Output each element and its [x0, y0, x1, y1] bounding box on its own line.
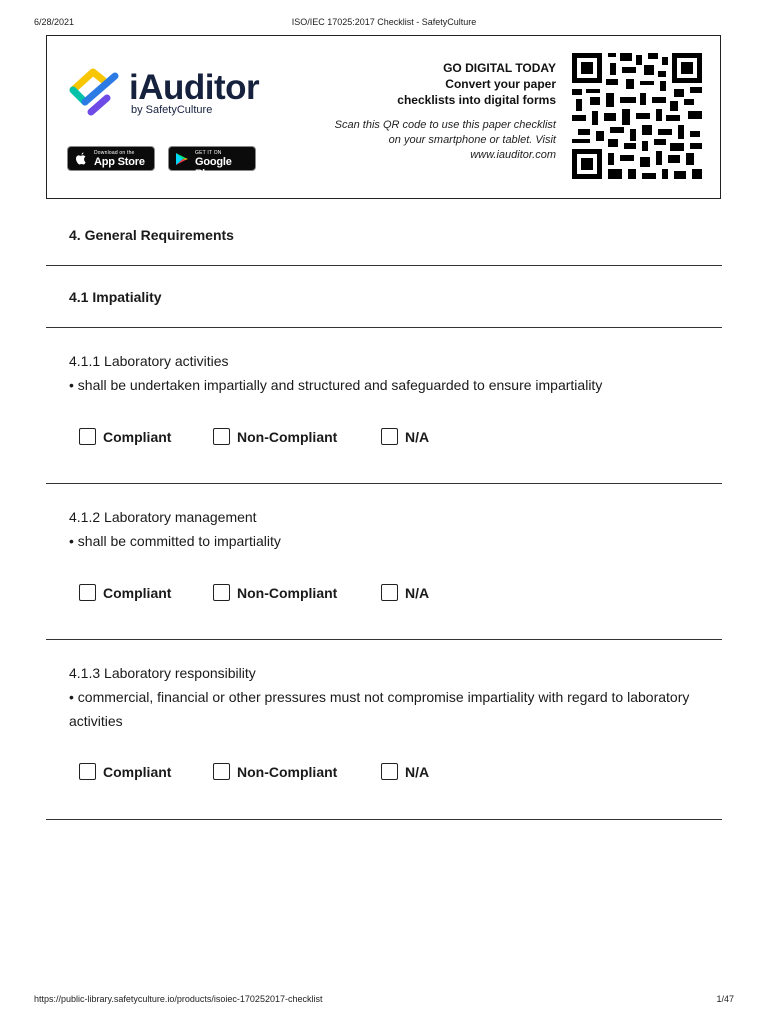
item-title: 4.1.1 Laboratory activities [69, 353, 229, 369]
option-label: Compliant [103, 585, 172, 601]
iauditor-banner [46, 35, 721, 199]
option-label: Non-Compliant [237, 585, 338, 601]
promo-hint: Scan this QR code to use this paper checklist on your smartphone or tablet. Visit www.iauditor.com [334, 119, 556, 161]
option-label: Compliant [103, 764, 172, 780]
checkbox-na[interactable] [381, 428, 398, 445]
option-label: N/A [405, 764, 430, 780]
divider [46, 265, 722, 266]
divider [46, 327, 722, 328]
item-description: • shall be undertaken impartially and structured and safeguarded to ensure impartiality [69, 377, 603, 393]
promo-headline [326, 60, 556, 108]
section-general-requirements: 4. General Requirements [69, 227, 234, 243]
print-url: https://public-library.safetyculture.io/products/isoiec-170252017-checklist [34, 994, 323, 1004]
checkbox-compliant[interactable] [79, 428, 96, 445]
checkbox-non-compliant[interactable] [213, 584, 230, 601]
logo-title: iAuditor [129, 68, 260, 107]
promo-text [326, 60, 556, 163]
checkbox-na[interactable] [381, 763, 398, 780]
google-play-small: GET IT ON [195, 150, 222, 156]
google-play-button[interactable] [168, 146, 256, 180]
print-title: ISO/IEC 17025:2017 Checklist - SafetyCulture [291, 17, 477, 27]
app-store-label: App Store [94, 156, 145, 168]
item-title: 4.1.2 Laboratory management [69, 509, 257, 525]
checkbox-non-compliant[interactable] [213, 763, 230, 780]
print-date: 6/28/2021 [34, 17, 75, 27]
divider [46, 483, 722, 484]
iauditor-logo [67, 68, 297, 120]
option-label: N/A [405, 429, 430, 445]
qr-code[interactable] [570, 51, 704, 181]
print-footer [34, 994, 734, 1006]
app-store-small: Download on the [94, 150, 135, 156]
option-label: N/A [405, 585, 430, 601]
section-impartiality: 4.1 Impatiality [69, 289, 162, 305]
option-label: Non-Compliant [237, 429, 338, 445]
google-play-icon [175, 152, 189, 166]
print-header [34, 17, 734, 29]
option-label: Compliant [103, 429, 172, 445]
item-description: • shall be committed to impartiality [69, 533, 281, 549]
option-label: Non-Compliant [237, 764, 338, 780]
iauditor-logo-icon [67, 68, 123, 120]
checkbox-na[interactable] [381, 584, 398, 601]
item-title: 4.1.3 Laboratory responsibility [69, 665, 256, 681]
promo-headline-line: GO DIGITAL TODAY [443, 61, 556, 75]
google-play-label: Google Play [195, 156, 232, 180]
divider [46, 819, 722, 820]
apple-icon [75, 152, 87, 166]
item-description: • commercial, financial or other pressures must not compromise impartiality with regard to laboratory activities [69, 689, 690, 729]
promo-headline-line: Convert your paper [445, 77, 556, 91]
app-store-button[interactable] [67, 146, 155, 171]
page-number: 1/47 [716, 994, 734, 1004]
logo-subtitle: by SafetyCulture [131, 104, 213, 116]
checkbox-compliant[interactable] [79, 584, 96, 601]
promo-headline-line: checklists into digital forms [397, 93, 556, 107]
checkbox-compliant[interactable] [79, 763, 96, 780]
divider [46, 639, 722, 640]
checkbox-non-compliant[interactable] [213, 428, 230, 445]
